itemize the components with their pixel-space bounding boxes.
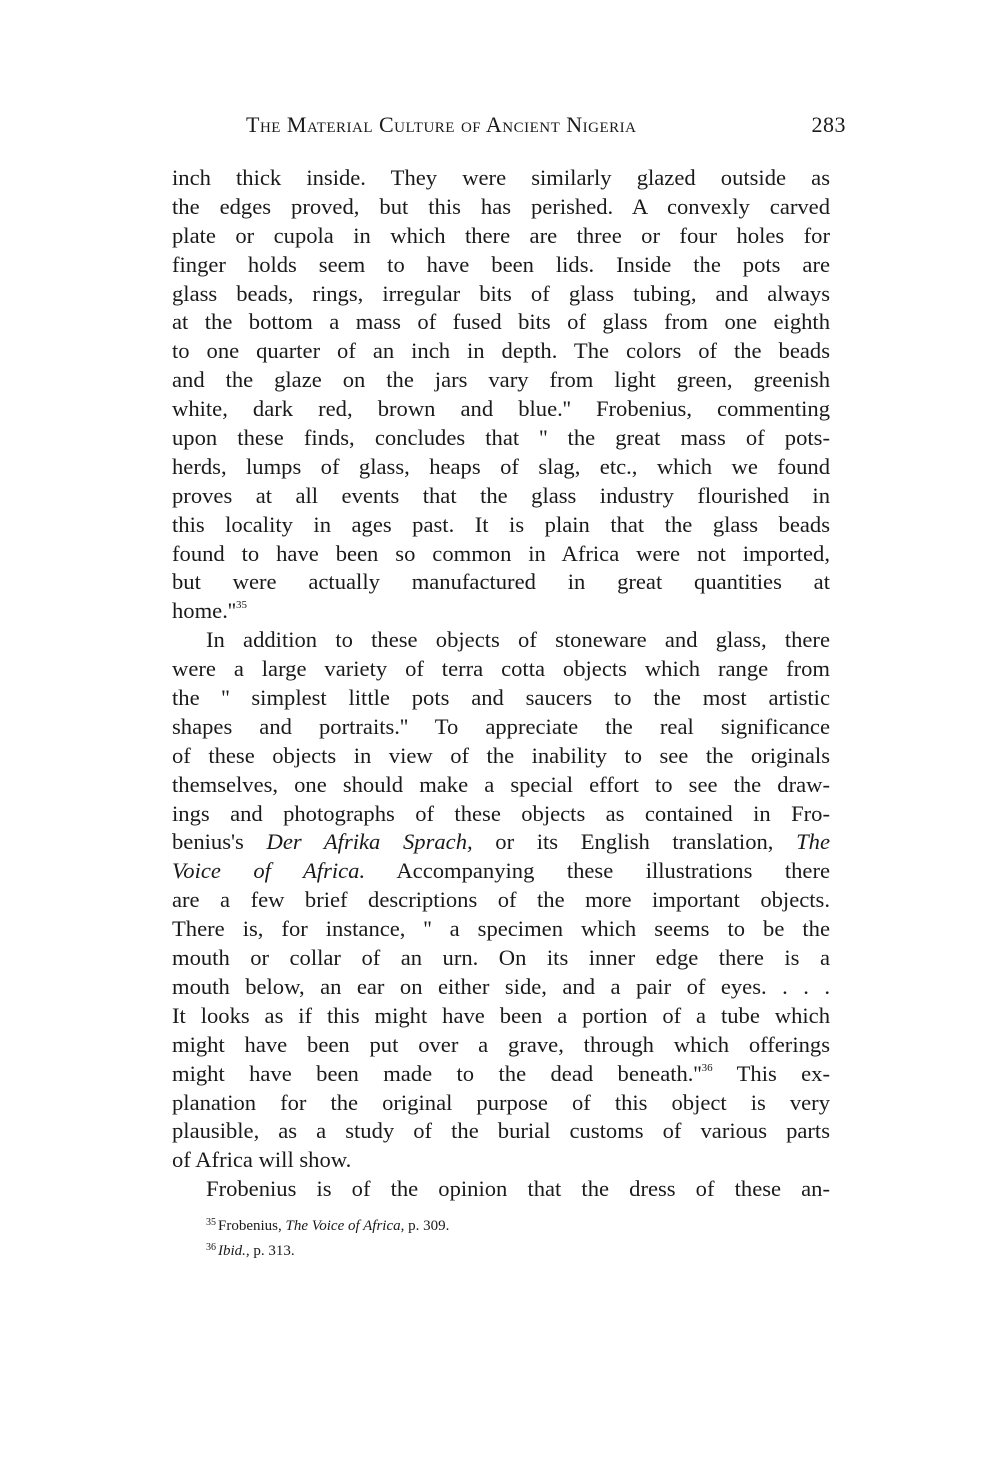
text-line: but were actually manufactured in great quantities at (172, 569, 830, 595)
book-title-italic: The (796, 829, 830, 855)
text-line: upon these finds, concludes that '' the great mass of pots- (172, 425, 830, 451)
text-line: inch thick inside. They were similarly glazed outside as (172, 165, 830, 190)
text-line: ings and photographs of these objects as contained in Fro- (172, 800, 830, 826)
footnote-ref-35: 35 (236, 599, 247, 612)
footnotes (206, 1212, 826, 1262)
text-line: might have been made to the dead $beneath.''^{36}$ This ex- (172, 1060, 831, 1086)
text-line: proves at all events that the glass industry flourished in (172, 482, 830, 508)
text-line: white, dark red, brown and blue.'' Frobenius, commenting (172, 396, 830, 422)
text-line: the edges proved, but this has perished. A convexly carved (172, 193, 830, 219)
text-line: There is, for instance, '' a specimen which seems to be the (172, 916, 830, 942)
text-line: shapes and portraits.'' To appreciate the real significance (172, 713, 830, 739)
footnote-36: $^{36}$ Ibid., p. 313. (206, 1242, 295, 1259)
text-line: herds, lumps of glass, heaps of slag, etc., which we found (172, 453, 830, 479)
text-line: and the glaze on the jars vary from light green, greenish (172, 367, 830, 393)
text-line: are a few brief descriptions of the more important objects. (172, 887, 830, 913)
body-text (172, 164, 830, 1204)
text-line: of these objects in view of the inability to see the originals (172, 742, 830, 768)
running-title: The Material Culture of Ancient Nigeria (246, 112, 637, 137)
text-line: found to have been so common in Africa were not imported, (172, 540, 830, 566)
text-line: this locality in ages past. It is plain that the glass beads (172, 511, 830, 537)
paragraph-start-line: In addition to these objects of stoneware and glass, there (206, 627, 830, 653)
book-title-italic: Der Afrika Sprach, (266, 829, 473, 855)
text-line: the '' simplest little pots and saucers to the most artistic (172, 685, 830, 711)
text-line: mouth or collar of an urn. On its inner edge there is a (172, 945, 830, 971)
text-line: were a large variety of terra cotta objects which range from (172, 656, 830, 682)
text-line: plate or cupola in which there are three or four holes for (172, 222, 830, 248)
page-number: 283 (811, 112, 846, 137)
text-line: plausible, as a study of the burial customs of various parts (172, 1118, 830, 1144)
book-title-italic: Voice of Africa. (172, 858, 366, 884)
text-line: It looks as if this might have been a portion of a tube which (172, 1002, 830, 1028)
text-line: benius's Der Afrika Sprach, or its English translation, The (172, 829, 830, 855)
text-line: glass beads, rings, irregular bits of glass tubing, and always (172, 280, 830, 306)
text-line: of Africa will show. (172, 1147, 352, 1173)
running-head (246, 112, 846, 146)
text-line: themselves, one should make a special effort to see the draw- (172, 771, 830, 797)
paragraph-start-line: Frobenius is of the opinion that the dress of these an- (206, 1176, 830, 1202)
footnote-35: $^{35}$ Frobenius, The Voice of Africa, p. 309. (206, 1217, 450, 1234)
text-line: might have been put over a grave, through which offerings (172, 1031, 830, 1057)
text-line: mouth below, an ear on either side, and a pair of eyes. . . . (172, 973, 830, 999)
text-line: planation for the original purpose of this object is very (172, 1089, 830, 1115)
text-line: Voice of Africa. Accompanying these illustrations there (172, 858, 831, 884)
text-line: $home.''^{35}$ (172, 598, 247, 624)
footnote-ref-36: 36 (701, 1061, 713, 1074)
text-line: at the bottom a mass of fused bits of glass from one eighth (172, 309, 830, 335)
text-line: to one quarter of an inch in depth. The colors of the beads (172, 338, 830, 364)
text-line: finger holds seem to have been lids. Inside the pots are (172, 251, 830, 277)
